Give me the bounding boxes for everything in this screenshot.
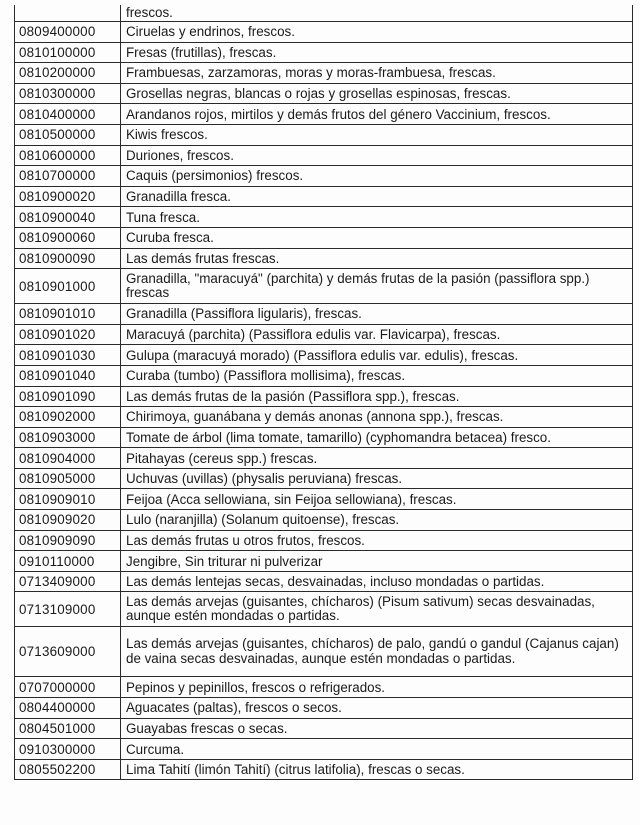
tariff-code: 0910110000 [15, 551, 121, 572]
tariff-code: 0810700000 [15, 166, 121, 187]
product-description: Lima Tahití (limón Tahití) (citrus latifolia), frescas o secas. [121, 759, 633, 780]
product-description: Las demás arvejas (guisantes, chícharos) (Pisum sativum) secas desvainadas, aunque estén mondadas o partidas. [121, 592, 633, 627]
product-description: Gulupa (maracuyá morado) (Passiflora edulis var. edulis), frescas. [121, 345, 633, 366]
table-row [15, 592, 633, 627]
table-row [15, 248, 633, 269]
table-row [15, 207, 633, 228]
product-description: Pitahayas (cereus spp.) frescas. [121, 448, 633, 469]
tariff-code: 0810909090 [15, 530, 121, 551]
table-row [15, 718, 633, 739]
tariff-code: 0810902000 [15, 407, 121, 428]
tariff-code: 0810901020 [15, 324, 121, 345]
tariff-code: 0805502200 [15, 759, 121, 780]
tariff-code: 0809400000 [15, 22, 121, 43]
tariff-code: 0810100000 [15, 42, 121, 63]
table-row [15, 427, 633, 448]
product-description: Maracuyá (parchita) (Passiflora edulis var. Flavicarpa), frescas. [121, 324, 633, 345]
tariff-code: 0810400000 [15, 104, 121, 125]
tariff-code: 0707000000 [15, 677, 121, 698]
product-description: Jengibre, Sin triturar ni pulverizar [121, 551, 633, 572]
tariff-code: 0810909010 [15, 489, 121, 510]
tariff-code: 0713609000 [15, 627, 121, 677]
table-row [15, 530, 633, 551]
table-row [15, 145, 633, 166]
product-description: Las demás frutas frescas. [121, 248, 633, 269]
tariff-code: 0810500000 [15, 124, 121, 145]
table-row [15, 124, 633, 145]
table-row [15, 324, 633, 345]
table-row [15, 627, 633, 677]
tariff-code: 0810903000 [15, 427, 121, 448]
tariff-code: 0910300000 [15, 739, 121, 760]
product-description: Las demás frutas de la pasión (Passiflora spp.), frescas. [121, 386, 633, 407]
tariff-code: 0810901090 [15, 386, 121, 407]
product-description: Las demás arvejas (guisantes, chícharos) de palo, gandú o gandul (Cajanus cajan) de vaina secas desvainadas, aunque estén mondadas o partidas. [121, 627, 633, 677]
tariff-code: 0810900040 [15, 207, 121, 228]
tariff-code: 0810901040 [15, 365, 121, 386]
product-description: Uchuvas (uvillas) (physalis peruviana) frescas. [121, 468, 633, 489]
tariff-code [15, 5, 121, 22]
tariff-code: 0810905000 [15, 468, 121, 489]
tariff-code: 0810901000 [15, 269, 121, 304]
product-description: Guayabas frescas o secas. [121, 718, 633, 739]
table-row [15, 269, 633, 304]
tariff-code: 0810900020 [15, 186, 121, 207]
tariff-code: 0713409000 [15, 571, 121, 592]
product-description: Ciruelas y endrinos, frescos. [121, 22, 633, 43]
table-row [15, 571, 633, 592]
table-row [15, 166, 633, 187]
table-row [15, 759, 633, 780]
tariff-code: 0810909020 [15, 510, 121, 531]
product-description: Aguacates (paltas), frescos o secos. [121, 698, 633, 719]
product-description: Tomate de árbol (lima tomate, tamarillo) (cyphomandra betacea) fresco. [121, 427, 633, 448]
table-row [15, 386, 633, 407]
product-description: Lulo (naranjilla) (Solanum quitoense), frescas. [121, 510, 633, 531]
product-description: Grosellas negras, blancas o rojas y grosellas espinosas, frescas. [121, 83, 633, 104]
table-row [15, 304, 633, 325]
table-row [15, 468, 633, 489]
table-row [15, 345, 633, 366]
table-row [15, 227, 633, 248]
tariff-code: 0810600000 [15, 145, 121, 166]
product-description: Feijoa (Acca sellowiana, sin Feijoa sellowiana), frescas. [121, 489, 633, 510]
table-row [15, 407, 633, 428]
table-row [15, 42, 633, 63]
product-description: Curuba fresca. [121, 227, 633, 248]
tariff-code: 0810901010 [15, 304, 121, 325]
table-row [15, 83, 633, 104]
product-description: Caquis (persimonios) frescos. [121, 166, 633, 187]
tariff-code: 0810904000 [15, 448, 121, 469]
table-row [15, 698, 633, 719]
product-description: Fresas (frutillas), frescas. [121, 42, 633, 63]
product-description: Granadilla fresca. [121, 186, 633, 207]
product-description: Curaba (tumbo) (Passiflora mollisima), frescas. [121, 365, 633, 386]
table-row [15, 489, 633, 510]
tariff-code: 0810200000 [15, 63, 121, 84]
product-description: Las demás lentejas secas, desvainadas, incluso mondadas o partidas. [121, 571, 633, 592]
tariff-code: 0810901030 [15, 345, 121, 366]
table-row [15, 63, 633, 84]
table-row [15, 104, 633, 125]
table-row [15, 186, 633, 207]
product-description: Granadilla, "maracuyá" (parchita) y demás frutas de la pasión (passiflora spp.) frescas [121, 269, 633, 304]
tariff-code: 0810900060 [15, 227, 121, 248]
tariff-code: 0810900090 [15, 248, 121, 269]
tariff-code: 0804400000 [15, 698, 121, 719]
product-description: Pepinos y pepinillos, frescos o refrigerados. [121, 677, 633, 698]
table-row [15, 5, 633, 22]
product-description: Tuna fresca. [121, 207, 633, 228]
product-description: Curcuma. [121, 739, 633, 760]
table-row [15, 510, 633, 531]
tariff-table [14, 5, 633, 780]
tariff-code: 0804501000 [15, 718, 121, 739]
product-description: Chirimoya, guanábana y demás anonas (annona spp.), frescas. [121, 407, 633, 428]
table-row [15, 739, 633, 760]
product-description: Duriones, frescos. [121, 145, 633, 166]
product-description: Arandanos rojos, mirtilos y demás frutos del género Vaccinium, frescos. [121, 104, 633, 125]
table-row [15, 677, 633, 698]
product-description: Kiwis frescos. [121, 124, 633, 145]
product-description: Las demás frutas u otros frutos, frescos. [121, 530, 633, 551]
table-row [15, 448, 633, 469]
product-description: Granadilla (Passiflora ligularis), frescas. [121, 304, 633, 325]
table-row [15, 22, 633, 43]
table-row [15, 365, 633, 386]
product-description: frescos. [121, 5, 633, 22]
product-description: Frambuesas, zarzamoras, moras y moras-frambuesa, frescas. [121, 63, 633, 84]
table-row [15, 551, 633, 572]
tariff-code: 0713109000 [15, 592, 121, 627]
tariff-code: 0810300000 [15, 83, 121, 104]
